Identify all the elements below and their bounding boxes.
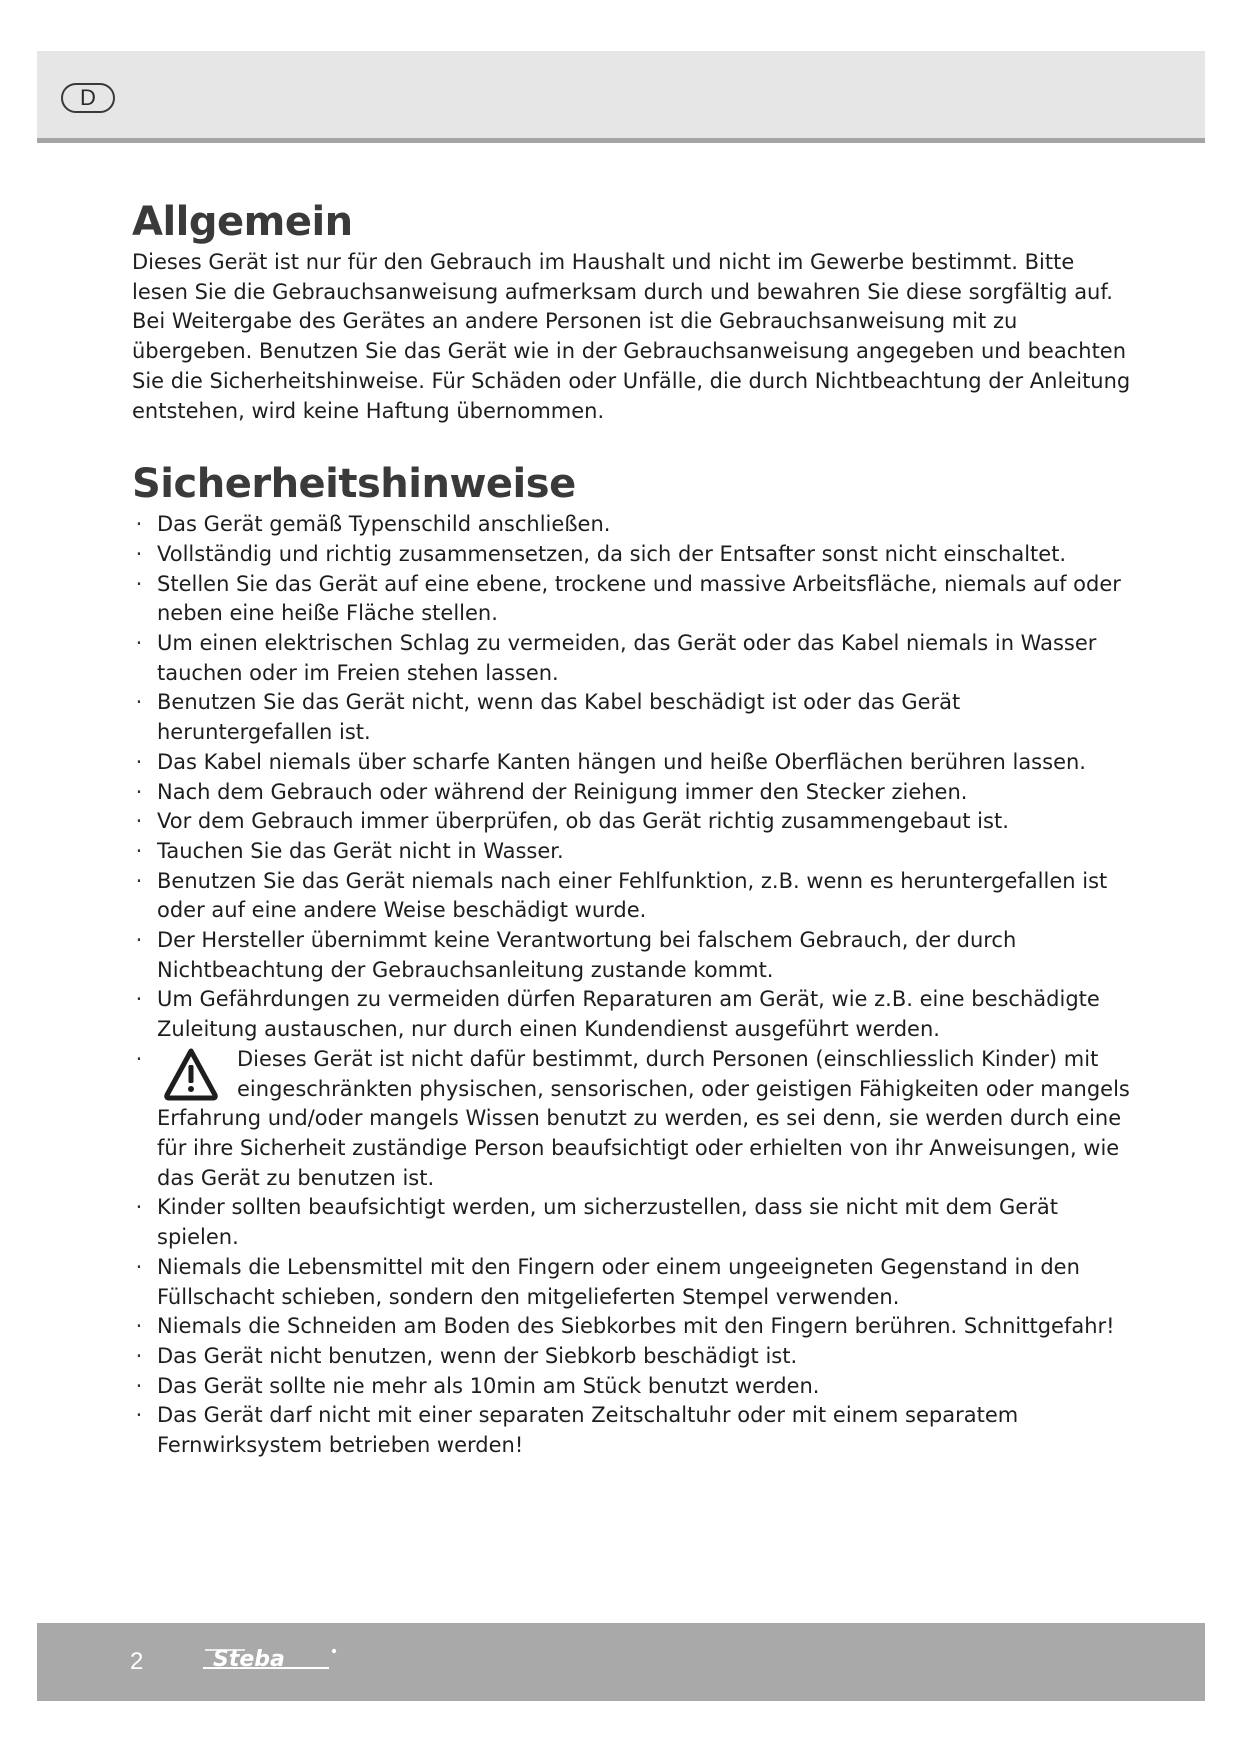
general-heading: Allgemein [132, 199, 353, 245]
list-item-text: Kinder sollten beaufsichtigt werden, um sicherzustellen, dass sie nicht mit dem Gerät spielen. [157, 1195, 1058, 1250]
list-item [132, 985, 1132, 1044]
page-content [132, 198, 1132, 1461]
general-paragraph: Dieses Gerät ist nur für den Gebrauch im Haushalt und nicht im Gewerbe bestimmt. Bitte lesen Sie die Gebrauchsanweisung aufmerksam durch und bewahren Sie diese sorgfältig auf. Bei Weitergabe des Gerätes an andere Personen ist die Gebrauchsanweisung mit zu übergeben. Benutzen Sie das Gerät wie in der Gebrauchsanweisung angegeben und beachten Sie die Sicherheitshinweise. Für Schäden oder Unfälle, die durch Nichtbeachtung der Anleitung entstehen, wird keine Haftung übernommen. [132, 250, 1131, 423]
list-item-text: Das Gerät darf nicht mit einer separaten Zeitschaltuhr oder mit einem separatem Fernwirksystem betrieben werden! [157, 1403, 1019, 1458]
bullet: · [135, 1403, 143, 1428]
list-item-text: Der Hersteller übernimmt keine Verantwortung bei falschem Gebrauch, der durch Nichtbeachtung der Gebrauchsanleitung zustande kommt. [157, 928, 1017, 982]
list-item-text: Das Gerät nicht benutzen, wenn der Siebkorb beschädigt ist. [157, 1343, 798, 1368]
safety-list [132, 510, 1132, 1461]
bullet: · [135, 987, 143, 1012]
list-item-text: Niemals die Schneiden am Boden des Siebkorbes mit den Fingern berühren. Schnittgefahr! [157, 1314, 1115, 1339]
list-item [132, 1401, 1132, 1460]
list-item [132, 570, 1132, 629]
list-item-text: Vor dem Gebrauch immer überprüfen, ob das Gerät richtig zusammengebaut ist. [157, 809, 1009, 834]
list-item [132, 1312, 1132, 1342]
list-item [132, 629, 1132, 688]
list-item [132, 1253, 1132, 1312]
list-item [132, 688, 1132, 747]
bullet: · [135, 838, 143, 863]
page-number: 2 [130, 1648, 144, 1675]
list-item [132, 1193, 1132, 1252]
brand-text: Steba [213, 1647, 285, 1672]
safety-heading: Sicherheitshinweise [132, 461, 576, 508]
list-item [132, 540, 1132, 570]
list-item-text: Das Gerät sollte nie mehr als 10min am Stück benutzt werden. [157, 1373, 820, 1398]
steba-logo [197, 1641, 347, 1681]
list-item [132, 926, 1132, 985]
list-item [132, 510, 1132, 540]
bullet: · [135, 1314, 143, 1339]
list-item [132, 867, 1132, 926]
warning-triangle-icon [163, 1047, 219, 1101]
language-badge: D [61, 83, 115, 113]
list-item [132, 1342, 1132, 1372]
list-item-text: Um Gefährdungen zu vermeiden dürfen Reparaturen am Gerät, wie z.B. eine beschädigte Zuleitung austauschen, nur durch einen Kundendienst ausgeführt werden. [157, 987, 1100, 1042]
list-item [132, 1372, 1132, 1402]
list-item-text: Das Kabel niemals über scharfe Kanten hängen und heiße Oberflächen berühren lassen. [157, 749, 1086, 774]
bullet: · [135, 541, 143, 566]
list-item-text: Nach dem Gebrauch oder während der Reinigung immer den Stecker ziehen. [157, 779, 968, 804]
bullet: · [135, 1343, 143, 1368]
list-item-text: Das Gerät gemäß Typenschild anschließen. [157, 512, 611, 537]
list-item-text: Stellen Sie das Gerät auf eine ebene, trockene und massive Arbeitsfläche, niemals auf oder neben eine heiße Fläche stellen. [157, 571, 1121, 626]
bullet: · [135, 690, 143, 715]
bullet: · [135, 571, 143, 596]
list-item-text: Tauchen Sie das Gerät nicht in Wasser. [157, 838, 564, 863]
list-item [132, 807, 1132, 837]
list-item-text: Um einen elektrischen Schlag zu vermeiden, das Gerät oder das Kabel niemals in Wasser tauchen oder im Freien stehen lassen. [157, 631, 1097, 685]
footer-bar [37, 1623, 1205, 1701]
list-item [132, 748, 1132, 778]
bullet: · [135, 779, 143, 804]
list-item-text: Niemals die Lebensmittel mit den Fingern oder einem ungeeigneten Gegenstand in den Füllschacht schieben, sondern den mitgelieferten Stempel verwenden. [157, 1254, 1080, 1309]
bullet: · [135, 749, 143, 774]
bullet: · [135, 928, 143, 953]
list-item-text: Benutzen Sie das Gerät nicht, wenn das Kabel beschädigt ist oder das Gerät heruntergefallen ist. [157, 690, 961, 745]
bullet: · [135, 1046, 143, 1071]
list-item [132, 778, 1132, 808]
bullet: · [135, 1195, 143, 1220]
bullet: · [135, 631, 143, 656]
header-bar [37, 51, 1205, 143]
list-item-text: Benutzen Sie das Gerät niemals nach einer Fehlfunktion, z.B. wenn es heruntergefallen ist oder auf eine andere Weise beschädigt wurde. [157, 868, 1108, 923]
bullet: · [135, 512, 143, 537]
list-item [132, 837, 1132, 867]
warning-list-item [132, 1045, 1132, 1194]
bullet: · [135, 868, 143, 893]
bullet: · [135, 1373, 143, 1398]
list-item-text: Vollständig und richtig zusammensetzen, da sich der Entsafter sonst nicht einschaltet. [157, 541, 1067, 566]
bullet: · [135, 1254, 143, 1279]
bullet: · [135, 809, 143, 834]
list-item-text: Dieses Gerät ist nicht dafür bestimmt, durch Personen (einschliesslich Kinder) mit eingeschränkten physischen, sensorischen, oder geistigen Fähigkeiten oder mangels Erfahrung und/oder mangels Wissen benutzt zu werden, es sei denn, sie werden durch eine für ihre Sicherheit zuständige Person beaufsichtigt oder erhielten von ihr Anweisungen, wie das Gerät zu benutzen ist. [157, 1046, 1130, 1190]
